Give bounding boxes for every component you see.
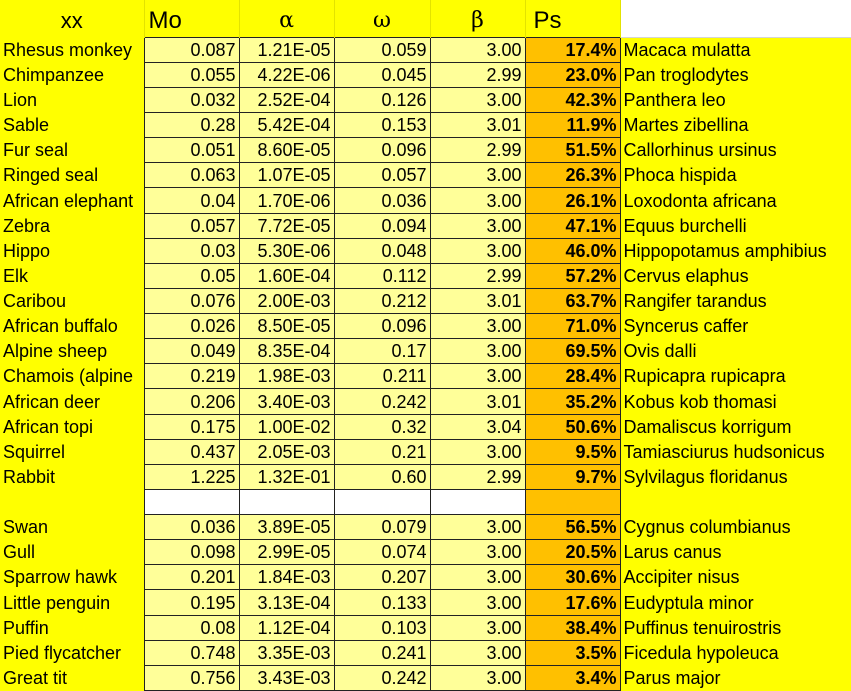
ps-cell[interactable]: 50.6% bbox=[525, 414, 620, 439]
species-name-cell[interactable]: Hippo bbox=[0, 238, 144, 263]
ps-cell[interactable]: 26.3% bbox=[525, 163, 620, 188]
mo-cell[interactable]: 0.087 bbox=[144, 37, 239, 62]
alpha-cell[interactable]: 2.05E-03 bbox=[239, 439, 334, 464]
ps-cell[interactable]: 42.3% bbox=[525, 87, 620, 112]
beta-cell[interactable]: 2.99 bbox=[430, 263, 525, 288]
table-row bbox=[0, 62, 851, 87]
beta-cell[interactable]: 3.00 bbox=[430, 339, 525, 364]
mo-cell[interactable]: 0.748 bbox=[144, 640, 239, 665]
mo-cell[interactable]: 0.05 bbox=[144, 263, 239, 288]
table-row bbox=[0, 364, 851, 389]
species-name-cell[interactable]: Lion bbox=[0, 87, 144, 112]
ps-cell[interactable]: 47.1% bbox=[525, 213, 620, 238]
table-row bbox=[0, 515, 851, 540]
mo-cell[interactable]: 0.032 bbox=[144, 87, 239, 112]
scientific-name-cell[interactable]: Martes zibellina bbox=[620, 113, 851, 138]
species-name-cell[interactable]: Little penguin bbox=[0, 590, 144, 615]
alpha-cell[interactable]: 7.72E-05 bbox=[239, 213, 334, 238]
table-row bbox=[0, 565, 851, 590]
mo-cell[interactable]: 0.756 bbox=[144, 665, 239, 690]
omega-cell[interactable]: 0.153 bbox=[334, 113, 430, 138]
mo-cell[interactable]: 0.219 bbox=[144, 364, 239, 389]
species-name-cell[interactable]: Puffin bbox=[0, 615, 144, 640]
table-row bbox=[0, 213, 851, 238]
omega-cell[interactable]: 0.32 bbox=[334, 414, 430, 439]
alpha-cell[interactable]: 1.98E-03 bbox=[239, 364, 334, 389]
ps-cell[interactable]: 63.7% bbox=[525, 288, 620, 313]
scientific-name-cell[interactable]: Kobus kob thomasi bbox=[620, 389, 851, 414]
ps-cell[interactable]: 17.6% bbox=[525, 590, 620, 615]
omega-cell[interactable]: 0.133 bbox=[334, 590, 430, 615]
beta-cell[interactable]: 3.00 bbox=[430, 515, 525, 540]
ps-cell[interactable]: 9.7% bbox=[525, 464, 620, 489]
ps-cell[interactable]: 56.5% bbox=[525, 515, 620, 540]
ps-cell[interactable]: 20.5% bbox=[525, 540, 620, 565]
scientific-name-cell[interactable]: Cygnus columbianus bbox=[620, 515, 851, 540]
table-row bbox=[0, 188, 851, 213]
scientific-name-cell[interactable]: Accipiter nisus bbox=[620, 565, 851, 590]
scientific-name-cell[interactable] bbox=[620, 489, 851, 514]
alpha-cell[interactable]: 3.40E-03 bbox=[239, 389, 334, 414]
alpha-cell[interactable]: 1.00E-02 bbox=[239, 414, 334, 439]
table-row bbox=[0, 138, 851, 163]
species-name-cell[interactable]: Swan bbox=[0, 515, 144, 540]
beta-cell[interactable]: 3.00 bbox=[430, 188, 525, 213]
species-name-cell[interactable]: Caribou bbox=[0, 288, 144, 313]
alpha-cell[interactable]: 1.84E-03 bbox=[239, 565, 334, 590]
alpha-cell[interactable]: 2.99E-05 bbox=[239, 540, 334, 565]
species-name-cell[interactable]: Alpine sheep bbox=[0, 339, 144, 364]
ps-cell[interactable]: 38.4% bbox=[525, 615, 620, 640]
scientific-name-cell[interactable]: Equus burchelli bbox=[620, 213, 851, 238]
alpha-cell[interactable]: 1.07E-05 bbox=[239, 163, 334, 188]
species-name-cell[interactable]: African elephant bbox=[0, 188, 144, 213]
species-name-cell[interactable]: African buffalo bbox=[0, 314, 144, 339]
header-cell-xx[interactable]: xx bbox=[0, 0, 144, 37]
ps-cell[interactable]: 3.5% bbox=[525, 640, 620, 665]
omega-cell[interactable]: 0.17 bbox=[334, 339, 430, 364]
alpha-cell[interactable]: 1.21E-05 bbox=[239, 37, 334, 62]
table-row bbox=[0, 464, 851, 489]
ps-cell[interactable]: 51.5% bbox=[525, 138, 620, 163]
beta-cell[interactable]: 3.00 bbox=[430, 590, 525, 615]
beta-cell[interactable]: 3.00 bbox=[430, 213, 525, 238]
species-name-cell[interactable]: Squirrel bbox=[0, 439, 144, 464]
species-name-cell[interactable]: Zebra bbox=[0, 213, 144, 238]
table-row bbox=[0, 263, 851, 288]
table-row bbox=[0, 238, 851, 263]
mo-cell[interactable]: 0.026 bbox=[144, 314, 239, 339]
scientific-name-cell[interactable]: Panthera leo bbox=[620, 87, 851, 112]
ps-cell[interactable]: 11.9% bbox=[525, 113, 620, 138]
beta-cell[interactable]: 3.00 bbox=[430, 565, 525, 590]
table-row bbox=[0, 113, 851, 138]
ps-cell[interactable]: 71.0% bbox=[525, 314, 620, 339]
beta-cell[interactable]: 3.00 bbox=[430, 439, 525, 464]
alpha-cell[interactable]: 8.60E-05 bbox=[239, 138, 334, 163]
species-name-cell[interactable] bbox=[0, 489, 144, 514]
species-name-cell[interactable]: African topi bbox=[0, 414, 144, 439]
species-name-cell[interactable]: Sable bbox=[0, 113, 144, 138]
species-name-cell[interactable]: Sparrow hawk bbox=[0, 565, 144, 590]
beta-cell[interactable]: 3.00 bbox=[430, 640, 525, 665]
mo-cell[interactable]: 0.055 bbox=[144, 62, 239, 87]
species-name-cell[interactable]: Pied flycatcher bbox=[0, 640, 144, 665]
beta-cell[interactable]: 3.00 bbox=[430, 540, 525, 565]
omega-cell[interactable]: 0.079 bbox=[334, 515, 430, 540]
beta-cell[interactable]: 3.00 bbox=[430, 87, 525, 112]
beta-cell[interactable]: 3.01 bbox=[430, 389, 525, 414]
omega-cell[interactable]: 0.036 bbox=[334, 188, 430, 213]
scientific-name-cell[interactable]: Ovis dalli bbox=[620, 339, 851, 364]
mo-cell[interactable]: 0.201 bbox=[144, 565, 239, 590]
species-name-cell[interactable]: Gull bbox=[0, 540, 144, 565]
alpha-cell[interactable]: 1.70E-06 bbox=[239, 188, 334, 213]
omega-cell[interactable]: 0.60 bbox=[334, 464, 430, 489]
omega-cell[interactable]: 0.126 bbox=[334, 87, 430, 112]
mo-cell[interactable]: 0.036 bbox=[144, 515, 239, 540]
scientific-name-cell[interactable]: Callorhinus ursinus bbox=[620, 138, 851, 163]
scientific-name-cell[interactable]: Rangifer tarandus bbox=[620, 288, 851, 313]
omega-cell[interactable]: 0.112 bbox=[334, 263, 430, 288]
species-name-cell[interactable]: Rhesus monkey bbox=[0, 37, 144, 62]
omega-cell[interactable]: 0.096 bbox=[334, 138, 430, 163]
omega-cell[interactable]: 0.212 bbox=[334, 288, 430, 313]
mo-cell[interactable]: 0.063 bbox=[144, 163, 239, 188]
species-name-cell[interactable]: Ringed seal bbox=[0, 163, 144, 188]
omega-cell[interactable] bbox=[334, 489, 430, 514]
table-row bbox=[0, 414, 851, 439]
species-name-cell[interactable]: Rabbit bbox=[0, 464, 144, 489]
table-row bbox=[0, 389, 851, 414]
header-cell-alpha[interactable]: α bbox=[239, 0, 334, 37]
scientific-name-cell[interactable]: Ficedula hypoleuca bbox=[620, 640, 851, 665]
mo-cell[interactable]: 0.03 bbox=[144, 238, 239, 263]
beta-cell[interactable]: 2.99 bbox=[430, 62, 525, 87]
scientific-name-cell[interactable]: Rupicapra rupicapra bbox=[620, 364, 851, 389]
alpha-cell[interactable]: 8.35E-04 bbox=[239, 339, 334, 364]
scientific-name-cell[interactable]: Parus major bbox=[620, 665, 851, 690]
omega-cell[interactable]: 0.242 bbox=[334, 665, 430, 690]
scientific-name-cell[interactable]: Syncerus caffer bbox=[620, 314, 851, 339]
alpha-cell[interactable]: 5.42E-04 bbox=[239, 113, 334, 138]
beta-cell[interactable]: 2.99 bbox=[430, 464, 525, 489]
beta-cell[interactable]: 3.00 bbox=[430, 364, 525, 389]
beta-cell[interactable]: 3.01 bbox=[430, 113, 525, 138]
omega-cell[interactable]: 0.096 bbox=[334, 314, 430, 339]
alpha-cell[interactable]: 1.12E-04 bbox=[239, 615, 334, 640]
omega-cell[interactable]: 0.211 bbox=[334, 364, 430, 389]
header-cell-beta[interactable]: β bbox=[430, 0, 525, 37]
alpha-cell[interactable]: 3.43E-03 bbox=[239, 665, 334, 690]
alpha-cell[interactable]: 2.00E-03 bbox=[239, 288, 334, 313]
table-row bbox=[0, 339, 851, 364]
ps-cell[interactable]: 26.1% bbox=[525, 188, 620, 213]
scientific-name-cell[interactable]: Puffinus tenuirostris bbox=[620, 615, 851, 640]
scientific-name-cell[interactable]: Eudyptula minor bbox=[620, 590, 851, 615]
ps-cell[interactable]: 57.2% bbox=[525, 263, 620, 288]
table-row bbox=[0, 288, 851, 313]
header-row bbox=[0, 0, 851, 37]
mo-cell[interactable]: 0.049 bbox=[144, 339, 239, 364]
scientific-name-cell[interactable]: Macaca mulatta bbox=[620, 37, 851, 62]
mo-cell[interactable]: 0.057 bbox=[144, 213, 239, 238]
species-name-cell[interactable]: Great tit bbox=[0, 665, 144, 690]
scientific-name-cell[interactable]: Hippopotamus amphibius bbox=[620, 238, 851, 263]
ps-cell[interactable]: 28.4% bbox=[525, 364, 620, 389]
beta-cell[interactable]: 3.00 bbox=[430, 615, 525, 640]
header-cell-mo[interactable]: Mo bbox=[144, 0, 239, 37]
scientific-name-cell[interactable]: Cervus elaphus bbox=[620, 263, 851, 288]
alpha-cell[interactable]: 8.50E-05 bbox=[239, 314, 334, 339]
alpha-cell[interactable]: 2.52E-04 bbox=[239, 87, 334, 112]
header-cell-ps[interactable]: Ps bbox=[525, 0, 620, 37]
scientific-name-cell[interactable]: Phoca hispida bbox=[620, 163, 851, 188]
scientific-name-cell[interactable]: Larus canus bbox=[620, 540, 851, 565]
ps-cell[interactable]: 46.0% bbox=[525, 238, 620, 263]
ps-cell[interactable]: 35.2% bbox=[525, 389, 620, 414]
alpha-cell[interactable]: 1.60E-04 bbox=[239, 263, 334, 288]
scientific-name-cell[interactable]: Tamiasciurus hudsonicus bbox=[620, 439, 851, 464]
beta-cell[interactable] bbox=[430, 489, 525, 514]
ps-cell[interactable] bbox=[525, 489, 620, 514]
mo-cell[interactable]: 0.098 bbox=[144, 540, 239, 565]
mo-cell[interactable]: 0.175 bbox=[144, 414, 239, 439]
beta-cell[interactable]: 3.00 bbox=[430, 238, 525, 263]
ps-cell[interactable]: 3.4% bbox=[525, 665, 620, 690]
mo-cell[interactable] bbox=[144, 489, 239, 514]
ps-cell[interactable]: 9.5% bbox=[525, 439, 620, 464]
species-name-cell[interactable]: Chimpanzee bbox=[0, 62, 144, 87]
mo-cell[interactable]: 0.04 bbox=[144, 188, 239, 213]
header-cell-omega[interactable]: ω bbox=[334, 0, 430, 37]
scientific-name-cell[interactable]: Damaliscus korrigum bbox=[620, 414, 851, 439]
omega-cell[interactable]: 0.045 bbox=[334, 62, 430, 87]
table-row bbox=[0, 37, 851, 62]
omega-cell[interactable]: 0.094 bbox=[334, 213, 430, 238]
omega-cell[interactable]: 0.059 bbox=[334, 37, 430, 62]
header-cell-empty[interactable] bbox=[620, 0, 851, 37]
alpha-cell[interactable]: 5.30E-06 bbox=[239, 238, 334, 263]
beta-cell[interactable]: 3.00 bbox=[430, 314, 525, 339]
table-row bbox=[0, 540, 851, 565]
mo-cell[interactable]: 0.195 bbox=[144, 590, 239, 615]
table-row bbox=[0, 640, 851, 665]
omega-cell[interactable]: 0.057 bbox=[334, 163, 430, 188]
beta-cell[interactable]: 2.99 bbox=[430, 138, 525, 163]
omega-cell[interactable]: 0.074 bbox=[334, 540, 430, 565]
species-name-cell[interactable]: Fur seal bbox=[0, 138, 144, 163]
alpha-cell[interactable]: 1.32E-01 bbox=[239, 464, 334, 489]
mo-cell[interactable]: 0.051 bbox=[144, 138, 239, 163]
ps-cell[interactable]: 23.0% bbox=[525, 62, 620, 87]
mo-cell[interactable]: 0.28 bbox=[144, 113, 239, 138]
mo-cell[interactable]: 0.08 bbox=[144, 615, 239, 640]
omega-cell[interactable]: 0.207 bbox=[334, 565, 430, 590]
mo-cell[interactable]: 0.206 bbox=[144, 389, 239, 414]
omega-cell[interactable]: 0.103 bbox=[334, 615, 430, 640]
omega-cell[interactable]: 0.21 bbox=[334, 439, 430, 464]
table-row bbox=[0, 665, 851, 690]
omega-cell[interactable]: 0.048 bbox=[334, 238, 430, 263]
table-row bbox=[0, 314, 851, 339]
beta-cell[interactable]: 3.01 bbox=[430, 288, 525, 313]
table-row bbox=[0, 439, 851, 464]
omega-cell[interactable]: 0.241 bbox=[334, 640, 430, 665]
mo-cell[interactable]: 0.076 bbox=[144, 288, 239, 313]
ps-cell[interactable]: 30.6% bbox=[525, 565, 620, 590]
table-row bbox=[0, 590, 851, 615]
ps-cell[interactable]: 17.4% bbox=[525, 37, 620, 62]
alpha-cell[interactable]: 3.89E-05 bbox=[239, 515, 334, 540]
table-row bbox=[0, 87, 851, 112]
species-name-cell[interactable]: African deer bbox=[0, 389, 144, 414]
mo-cell[interactable]: 0.437 bbox=[144, 439, 239, 464]
ps-cell[interactable]: 69.5% bbox=[525, 339, 620, 364]
species-name-cell[interactable]: Elk bbox=[0, 263, 144, 288]
alpha-cell[interactable]: 3.35E-03 bbox=[239, 640, 334, 665]
beta-cell[interactable]: 3.00 bbox=[430, 665, 525, 690]
table-row bbox=[0, 163, 851, 188]
omega-cell[interactable]: 0.242 bbox=[334, 389, 430, 414]
alpha-cell[interactable]: 4.22E-06 bbox=[239, 62, 334, 87]
mo-cell[interactable]: 1.225 bbox=[144, 464, 239, 489]
scientific-name-cell[interactable]: Loxodonta africana bbox=[620, 188, 851, 213]
scientific-name-cell[interactable]: Sylvilagus floridanus bbox=[620, 464, 851, 489]
table-row bbox=[0, 615, 851, 640]
alpha-cell[interactable]: 3.13E-04 bbox=[239, 590, 334, 615]
alpha-cell[interactable] bbox=[239, 489, 334, 514]
species-name-cell[interactable]: Chamois (alpine bbox=[0, 364, 144, 389]
beta-cell[interactable]: 3.00 bbox=[430, 37, 525, 62]
scientific-name-cell[interactable]: Pan troglodytes bbox=[620, 62, 851, 87]
blank-row bbox=[0, 489, 851, 514]
beta-cell[interactable]: 3.00 bbox=[430, 163, 525, 188]
beta-cell[interactable]: 3.04 bbox=[430, 414, 525, 439]
